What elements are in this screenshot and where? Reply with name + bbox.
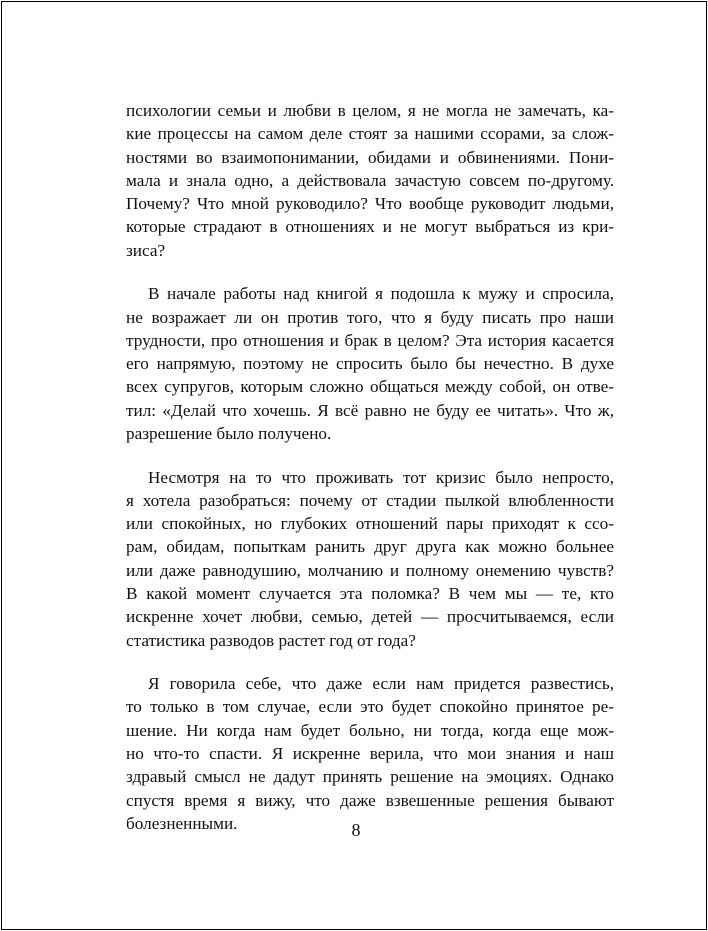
text-line: Несмотря на то что проживать тот кризис было непросто,: [148, 467, 614, 487]
paragraph-3: [126, 466, 614, 652]
text-line: но что-то спасти. Я искренне верила, что мои знания и наш: [126, 743, 614, 763]
text-line: я хотела разобраться: почему от стадии пылкой влюбленности: [126, 490, 614, 510]
paragraph-1: [126, 99, 614, 262]
text-line: психологии семьи и любви в целом, я не могла не замечать, ка-: [126, 101, 614, 120]
text-line: или даже равнодушию, молчанию и полному онемению чувств?: [126, 560, 614, 580]
text-line: статистика разводов растет год от года?: [126, 630, 416, 650]
text-line: разрешение было получено.: [126, 424, 332, 444]
page-number: 8: [351, 820, 361, 840]
text-line: В какой момент случается эта поломка? В чем мы — те, кто: [126, 584, 614, 604]
text-line: кие процессы на самом деле стоят за нашими ссорами, за слож-: [126, 124, 614, 144]
text-line: спустя время я вижу, что даже взвешенные решения бывают: [126, 790, 614, 810]
text-line: Я говорила себе, что даже если нам придется развестись,: [148, 674, 614, 694]
text-line: Почему? Что мной руководило? Что вообще руководит людьми,: [126, 194, 614, 214]
text-line: которые страдают в отношениях и не могут выбраться из кри-: [126, 217, 614, 237]
text-line: В начале работы над книгой я подошла к мужу и спросила,: [148, 284, 614, 304]
text-line: болезненными.: [126, 813, 238, 833]
text-line: или спокойных, но глубоких отношений пары приходят к ссо-: [126, 514, 614, 534]
text-line: мала и знала одно, а действовала зачастую совсем по-другому.: [126, 170, 614, 190]
text-line: искренне хочет любви, семью, детей — просчитываемся, если: [126, 607, 614, 627]
text-line: рам, обидам, попыткам ранить друг друга как можно больнее: [126, 537, 614, 557]
text-line: его напрямую, поэтому не спросить было бы нечестно. В духе: [126, 354, 614, 374]
paragraph-4: [126, 672, 614, 835]
text-line: зиса?: [126, 240, 166, 260]
body-text: [126, 99, 614, 835]
text-line: шение. Ни когда нам будет больно, ни тогда, когда еще мож-: [126, 720, 614, 740]
paragraph-2: [126, 282, 614, 445]
text-line: то только в том случае, если это будет спокойно принятое ре-: [126, 697, 614, 717]
text-line: всех супругов, которым сложно общаться между собой, он отве-: [126, 377, 614, 397]
text-line: не возражает ли он против того, что я буду писать про наши: [126, 307, 614, 327]
text-line: тил: «Делай что хочешь. Я всё равно не буду ее читать». Что ж,: [126, 400, 614, 420]
text-line: трудности, про отношения и брак в целом? Эта история касается: [126, 330, 614, 350]
text-line: ностями во взаимопонимании, обидами и обвинениями. Пони-: [126, 147, 614, 167]
text-line: здравый смысл не дадут принять решение на эмоциях. Однако: [126, 767, 614, 787]
